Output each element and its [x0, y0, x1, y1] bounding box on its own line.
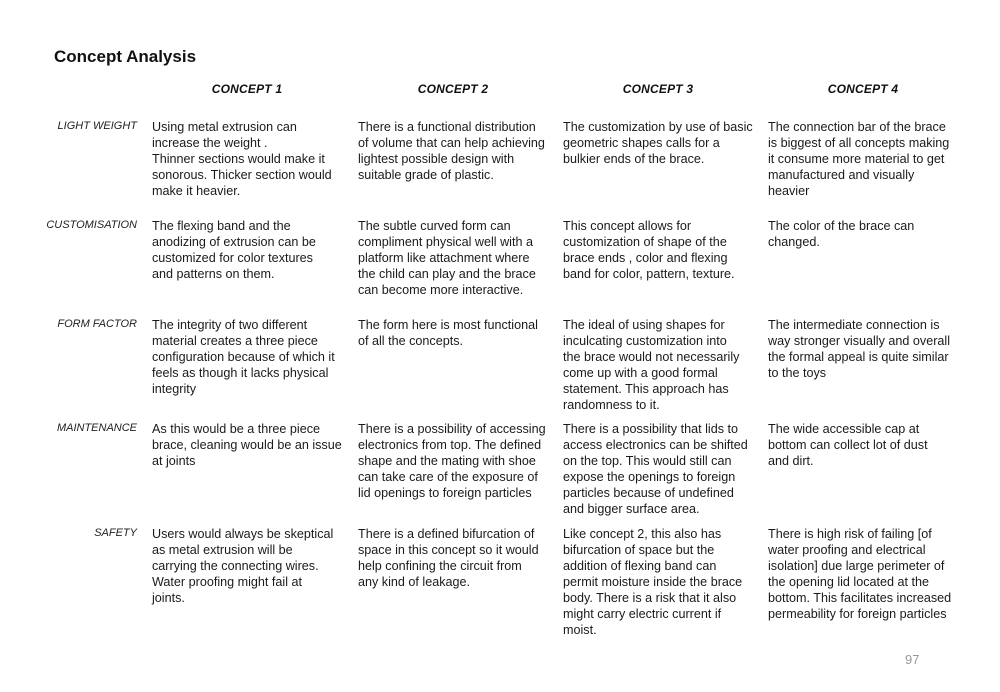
- row-label-form-factor: FORM FACTOR: [57, 318, 137, 330]
- cell-form-factor-concept-4: The intermediate connection is way stronger visually and overall the formal appeal is quite similar to the toys: [768, 318, 950, 380]
- cell-maintenance-concept-1: As this would be a three piece brace, cleaning would be an issue at joints: [152, 422, 342, 468]
- cell-customisation-concept-2: The subtle curved form can compliment physical well with a platform like attachment where the child can play and the brace can become more interactive.: [358, 219, 536, 297]
- column-header-concept-1: CONCEPT 1: [211, 82, 283, 96]
- page-title: Concept Analysis: [54, 47, 197, 66]
- column-header-concept-2: CONCEPT 2: [417, 82, 489, 96]
- cell-light-weight-concept-2: There is a functional distribution of volume that can help achieving lightest possible design with suitable grade of plastic.: [358, 120, 545, 182]
- cell-customisation-concept-1: The flexing band and the anodizing of extrusion can be customized for color textures and patterns on them.: [152, 219, 316, 281]
- cell-customisation-concept-3: This concept allows for customization of shape of the brace ends , color and flexing band for color, pattern, texture.: [563, 219, 735, 281]
- column-header-concept-4: CONCEPT 4: [827, 82, 899, 96]
- row-label-light-weight: LIGHT WEIGHT: [57, 120, 137, 132]
- cell-maintenance-concept-4: The wide accessible cap at bottom can collect lot of dust and dirt.: [768, 422, 928, 468]
- column-header-concept-3: CONCEPT 3: [622, 82, 694, 96]
- cell-maintenance-concept-3: There is a possibility that lids to access electronics can be shifted on the top. This would still can expose the openings to foreign particles because of undefined and bigger surface area.: [563, 422, 748, 516]
- cell-light-weight-concept-4: The connection bar of the brace is biggest of all concepts making it consume more material to get manufactured and visually heavier: [768, 120, 950, 198]
- cell-safety-concept-3: Like concept 2, this also has bifurcation of space but the addition of flexing band can permit moisture inside the brace body. There is a risk that it also might carry electric current if moist.: [563, 527, 743, 637]
- row-label-safety: SAFETY: [94, 527, 137, 539]
- cell-form-factor-concept-3: The ideal of using shapes for inculcating customization into the brace would not necessarily come up with a good formal statement. This approach has randomness to it.: [563, 318, 740, 412]
- cell-light-weight-concept-1: Using metal extrusion can increase the weight . Thinner sections would make it sonorous. Thicker section would make it heavier.: [152, 120, 332, 198]
- cell-safety-concept-2: There is a defined bifurcation of space in this concept so it would help confining the circuit from any kind of leakage.: [358, 527, 539, 589]
- cell-form-factor-concept-2: The form here is most functional of all the concepts.: [358, 318, 538, 348]
- row-label-customisation: CUSTOMISATION: [46, 219, 137, 231]
- cell-safety-concept-1: Users would always be skeptical as metal extrusion will be carrying the connecting wires. Water proofing might fail at joints.: [152, 527, 334, 605]
- row-label-maintenance: MAINTENANCE: [56, 422, 137, 434]
- cell-safety-concept-4: There is high risk of failing [of water proofing and electrical isolation] due large perimeter of the opening lid located at the bottom. This facilitates increased permeability for foreign particles: [768, 527, 952, 621]
- page-number: 97: [905, 652, 920, 667]
- cell-customisation-concept-4: The color of the brace can changed.: [768, 219, 915, 249]
- cell-maintenance-concept-2: There is a possibility of accessing electronics from top. The defined shape and the mating with shoe can take care of the exposure of lid openings to foreign particles: [358, 422, 546, 500]
- cell-light-weight-concept-3: The customization by use of basic geometric shapes calls for a bulkier ends of the brace.: [563, 120, 753, 166]
- cell-form-factor-concept-1: The integrity of two different material creates a three piece configuration because of which it feels as though it lacks physical integrity: [152, 318, 335, 396]
